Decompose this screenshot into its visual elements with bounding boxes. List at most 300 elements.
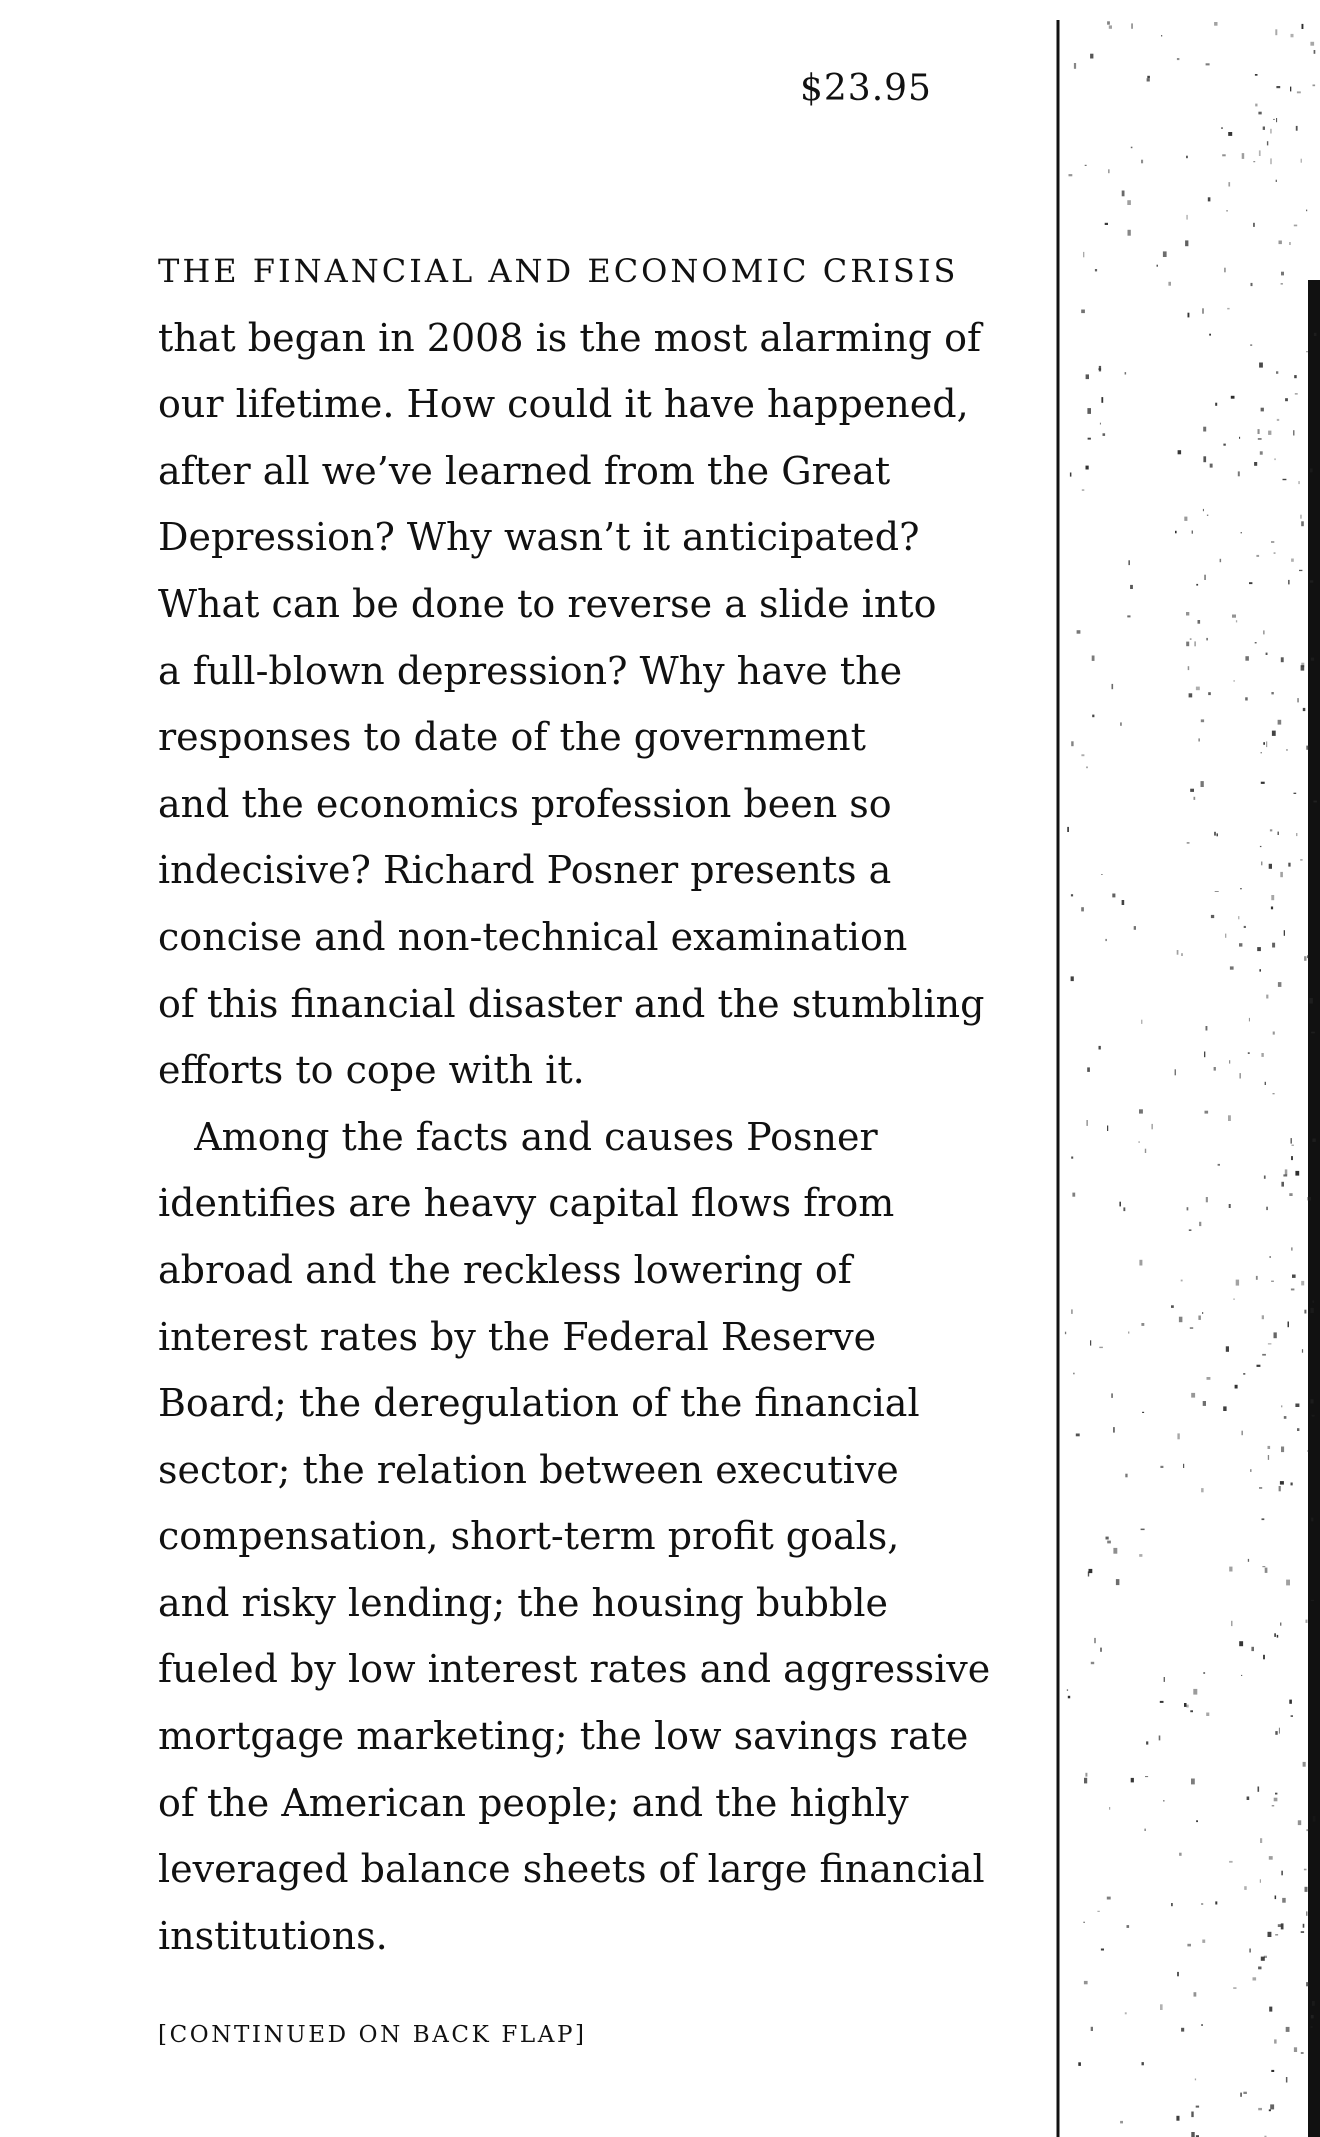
body-line: Board; the deregulation of the financial [158, 1381, 920, 1426]
speckle [1209, 334, 1211, 336]
speckle [1281, 1182, 1284, 1187]
speckle [1269, 2007, 1272, 2012]
spine-edge-decoration [1056, 20, 1320, 2137]
speckle [1215, 891, 1219, 892]
speckle [1297, 91, 1301, 93]
speckle [1201, 2024, 1203, 2026]
speckle [1199, 1222, 1201, 1226]
speckle [1267, 141, 1268, 145]
speckle [1306, 1911, 1308, 1915]
speckle [1145, 1776, 1148, 1777]
speckle [1279, 241, 1282, 245]
speckle [1187, 1944, 1191, 1947]
speckle [1090, 54, 1093, 59]
speckle [1313, 801, 1317, 803]
speckle [1314, 50, 1316, 54]
speckle [1314, 333, 1317, 336]
speckle [1239, 1073, 1241, 1078]
speckle [1273, 119, 1275, 120]
speckle [1185, 240, 1188, 246]
body-line: abroad and the reckless lowering of [158, 1247, 852, 1292]
speckle [1304, 956, 1306, 961]
speckle [1086, 374, 1089, 379]
speckle [1179, 1853, 1182, 1856]
speckle [1076, 1434, 1080, 1437]
price-label: $23.95 [800, 68, 932, 109]
speckle [1223, 444, 1225, 446]
speckle [1306, 1620, 1308, 1623]
speckle [1177, 950, 1179, 955]
speckle [1191, 2112, 1193, 2118]
speckle [1171, 1305, 1174, 1308]
speckle [1230, 966, 1234, 969]
speckle [1270, 2104, 1274, 2109]
speckle [1291, 1715, 1293, 1717]
speckle [1285, 398, 1288, 401]
speckle [1232, 615, 1236, 618]
speckle [1308, 1197, 1312, 1200]
speckle [1217, 833, 1218, 836]
speckle [1228, 182, 1230, 186]
speckle [1276, 371, 1278, 374]
speckle [1292, 1275, 1296, 1278]
speckle [1134, 926, 1136, 930]
speckle [1196, 1820, 1198, 1822]
speckle [1306, 351, 1308, 352]
speckle [1164, 1677, 1165, 1682]
speckle [1152, 1124, 1153, 1129]
speckle [1113, 1427, 1115, 1433]
speckle [1280, 1481, 1284, 1485]
speckle [1090, 1340, 1091, 1345]
spacer [158, 1969, 918, 2015]
speckle [1085, 165, 1087, 166]
body-line: concise and non-technical examination [158, 914, 908, 959]
speckle [1186, 1705, 1188, 1708]
speckle [1301, 521, 1304, 526]
speckle [1283, 479, 1287, 480]
speckle [1276, 118, 1277, 122]
speckle [1161, 35, 1162, 36]
speckle [1227, 308, 1229, 310]
speckle [1307, 955, 1309, 958]
speckle [1130, 585, 1133, 589]
speckle [1163, 1800, 1164, 1801]
speckle [1189, 693, 1193, 697]
speckle [1261, 1053, 1263, 1057]
speckle [1205, 1111, 1209, 1114]
speckle [1280, 872, 1283, 877]
speckle [1092, 656, 1095, 661]
speckle [1281, 1923, 1284, 1929]
speckle [1092, 715, 1094, 718]
speckle [1233, 680, 1235, 681]
speckle [1091, 2027, 1093, 2031]
speckle [1297, 698, 1299, 702]
speckle [1300, 859, 1302, 860]
speckle [1189, 1229, 1192, 1231]
speckle [1260, 1838, 1262, 1843]
speckle [1294, 225, 1297, 227]
speckle [1119, 1202, 1121, 1207]
speckle [1281, 1405, 1282, 1407]
speckle [1291, 34, 1294, 37]
speckle [1071, 741, 1073, 746]
speckle [1251, 1647, 1254, 1651]
speckle [1261, 408, 1264, 412]
speckle [1107, 1126, 1108, 1132]
speckle [1112, 684, 1114, 689]
body-line: leveraged balance sheets of large financial [158, 1847, 985, 1892]
speckle [1184, 517, 1187, 521]
speckle [1273, 1093, 1275, 1094]
speckle [1206, 1026, 1208, 1031]
speckle [1146, 1741, 1148, 1744]
body-line: of the American people; and the highly [158, 1780, 909, 1825]
speckle [1275, 1934, 1278, 1935]
speckle [1168, 282, 1171, 286]
speckle [1269, 864, 1272, 869]
speckle [1259, 150, 1261, 156]
speckle [1129, 560, 1130, 565]
speckle [1095, 1638, 1096, 1643]
speckle [1128, 230, 1131, 236]
speckle [1201, 1903, 1203, 1904]
speckle [1257, 1365, 1261, 1367]
speckle [1284, 930, 1285, 936]
speckle [1262, 1315, 1264, 1319]
speckle [1281, 1447, 1284, 1453]
speckle [1071, 976, 1074, 981]
speckle [1131, 1778, 1134, 1783]
speckle [1262, 1354, 1266, 1356]
speckle [1072, 1193, 1075, 1197]
speckle [1194, 1992, 1197, 1996]
speckle [1206, 1713, 1209, 1717]
speckle [1225, 934, 1226, 938]
speckle [1241, 532, 1242, 533]
speckle [1188, 313, 1190, 318]
speckle [1262, 1518, 1265, 1520]
speckle [1256, 1276, 1258, 1280]
speckle [1266, 995, 1268, 999]
speckle [1109, 1807, 1110, 1810]
speckle [1186, 642, 1189, 647]
speckle [1292, 1145, 1294, 1146]
speckle [1071, 1157, 1073, 1159]
body-line: that began in 2008 is the most alarming of [158, 315, 982, 360]
speckle [1291, 1247, 1293, 1250]
speckle [1125, 2012, 1127, 2014]
speckle [1294, 375, 1297, 378]
speckle [1116, 1579, 1120, 1585]
speckle [1120, 2121, 1123, 2124]
speckle [1145, 1149, 1146, 1153]
speckle [1195, 2079, 1196, 2081]
speckle [1279, 1728, 1280, 1734]
speckle [1266, 1207, 1267, 1210]
speckle [1171, 1903, 1173, 1906]
speckle [1231, 1621, 1233, 1626]
body-line: and risky lending; the housing bubble [158, 1580, 888, 1625]
speckle [1125, 1474, 1127, 1478]
speckle [1239, 1641, 1243, 1646]
body-line: responses to date of the government [158, 715, 866, 760]
speckle [1206, 1197, 1208, 1202]
speckle [1067, 827, 1069, 832]
speckle [1223, 1406, 1226, 1411]
speckle [1175, 1069, 1176, 1075]
speckle [1306, 1829, 1310, 1831]
speckle [1084, 1778, 1087, 1784]
speckle [1106, 939, 1107, 941]
speckle [1191, 2132, 1194, 2137]
speckle [1243, 1373, 1245, 1374]
speckle [1141, 1020, 1142, 1024]
speckle [1263, 127, 1265, 130]
speckle [1258, 1787, 1260, 1792]
speckle [1087, 1120, 1088, 1126]
speckle [1301, 1931, 1304, 1933]
speckle [1312, 2001, 1315, 2006]
speckle [1241, 1675, 1242, 1676]
speckle [1091, 1662, 1094, 1664]
speckle [1077, 630, 1081, 634]
speckle [1127, 1925, 1130, 1928]
speckle [1191, 1393, 1195, 1398]
speckle [1277, 1635, 1279, 1638]
speckle [1244, 926, 1246, 928]
speckle [1304, 1310, 1306, 1314]
speckle [1311, 1032, 1315, 1034]
speckle [1095, 269, 1097, 271]
speckle [1260, 846, 1262, 847]
speckle [1275, 1896, 1277, 1900]
speckle [1276, 180, 1277, 182]
speckle [1275, 1793, 1277, 1795]
speckle [1310, 1308, 1314, 1313]
speckle [1226, 210, 1228, 211]
speckle [1279, 1486, 1281, 1491]
speckle [1236, 1280, 1239, 1286]
speckle [1247, 1797, 1250, 1801]
speckle [1291, 1289, 1295, 1291]
speckle [1108, 169, 1109, 173]
speckle [1201, 1488, 1204, 1492]
speckle [1301, 665, 1305, 670]
speckle [1278, 982, 1282, 987]
speckle [1286, 2027, 1290, 2032]
body-line: a full-blown depression? Why have the [158, 648, 903, 693]
continued-note: [CONTINUED ON BACK FLAP] [158, 2022, 587, 2049]
speckle [1240, 2093, 1241, 2097]
speckle [1147, 76, 1150, 78]
speckle [1239, 943, 1242, 946]
speckle [1099, 366, 1101, 372]
speckle [1073, 1373, 1075, 1375]
speckle [1233, 1988, 1236, 1989]
speckle [1272, 943, 1275, 948]
speckle [1265, 1568, 1268, 1573]
speckle [1293, 430, 1295, 435]
speckle [1240, 888, 1242, 889]
speckle [1253, 223, 1255, 227]
speckle [1107, 1541, 1111, 1544]
speckle [1139, 1141, 1140, 1142]
speckle [1309, 998, 1313, 1004]
speckle [1107, 1897, 1111, 1900]
speckle [1261, 752, 1262, 753]
body-line: mortgage marketing; the low savings rate [158, 1714, 969, 1759]
speckle [1289, 1193, 1292, 1196]
speckle [1176, 2116, 1179, 2121]
speckle [1203, 427, 1206, 432]
speckle [1235, 1385, 1238, 1389]
speckle [1311, 2015, 1314, 2018]
body-line: our lifetime. How could it have happened, [158, 382, 969, 427]
body-line: efforts to cope with it. [158, 1048, 585, 1093]
speckle [1280, 1623, 1281, 1626]
speckle [1122, 900, 1125, 905]
speckle [1254, 462, 1257, 466]
speckle [1190, 638, 1192, 640]
speckle [1274, 2039, 1277, 2043]
speckle [1187, 1207, 1189, 1210]
body-line: Among the facts and causes Posner [158, 1114, 878, 1159]
speckle [1181, 953, 1182, 956]
speckle [1273, 1032, 1275, 1035]
speckle [1274, 1332, 1277, 1338]
speckle [1296, 833, 1297, 836]
speckle [1221, 127, 1222, 129]
speckle [1112, 894, 1115, 898]
body-line: fueled by low interest rates and aggressive [158, 1647, 991, 1692]
speckle [1250, 1469, 1251, 1472]
speckle [1278, 720, 1282, 725]
speckle [1211, 915, 1214, 918]
speckle [1271, 895, 1274, 900]
speckle [1310, 42, 1314, 46]
speckle [1301, 2052, 1304, 2054]
speckle [1107, 21, 1110, 24]
speckle [1310, 1399, 1313, 1403]
speckle [1277, 419, 1279, 421]
speckle [1238, 916, 1239, 919]
speckle [1194, 641, 1195, 646]
speckle [1187, 842, 1190, 843]
speckle [1215, 403, 1217, 406]
speckle [1312, 1301, 1314, 1303]
speckle [1186, 156, 1188, 159]
speckle [1086, 767, 1087, 769]
speckle [1295, 393, 1298, 395]
speckle [1259, 363, 1263, 368]
speckle [1268, 431, 1271, 435]
speckle [1266, 653, 1268, 655]
speckle [1288, 1322, 1290, 1328]
speckle [1141, 1529, 1145, 1531]
speckle [1268, 1343, 1272, 1344]
speckle [1303, 1924, 1305, 1928]
speckle [1204, 1052, 1205, 1058]
speckle [1089, 1569, 1093, 1573]
speckle [1278, 1924, 1281, 1927]
right-edge-band [1308, 280, 1320, 2137]
speckle [1190, 789, 1194, 792]
speckle [1297, 1428, 1299, 1431]
speckle [1266, 741, 1267, 747]
speckle [1249, 1018, 1250, 1022]
speckle [1251, 283, 1253, 286]
speckle [1224, 268, 1225, 273]
speckle [1258, 1967, 1261, 1970]
speckle [1283, 1174, 1287, 1176]
speckle [1193, 1689, 1197, 1695]
speckle [1128, 1332, 1129, 1334]
body-line: compensation, short-term profit goals, [158, 1514, 900, 1559]
speckle [1196, 687, 1200, 691]
speckle [1179, 1317, 1183, 1323]
speckle [1298, 1820, 1301, 1825]
speckle [1294, 2047, 1297, 2052]
speckle [1215, 1901, 1217, 1904]
speckle [1202, 1312, 1203, 1314]
speckle [1222, 154, 1226, 156]
speckle [1177, 1972, 1179, 1976]
speckle [1281, 1871, 1282, 1876]
speckle [1157, 265, 1159, 267]
speckle [1304, 1869, 1307, 1871]
speckle [1306, 210, 1307, 212]
speckle [1099, 1347, 1103, 1348]
speckle [1131, 23, 1133, 28]
speckle [1082, 490, 1085, 491]
speckle [1311, 1600, 1314, 1601]
speckle [1229, 1060, 1230, 1063]
body-line: after all we’ve learned from the Great [158, 448, 891, 493]
speckle [1071, 1309, 1073, 1314]
body-line: sector; the relation between executive [158, 1447, 899, 1492]
speckle [1291, 1156, 1293, 1160]
speckle [1259, 1487, 1262, 1489]
speckle [1253, 161, 1255, 162]
speckle [1081, 754, 1084, 756]
speckle [1270, 1256, 1271, 1258]
speckle [1301, 159, 1302, 163]
speckle [1263, 1655, 1265, 1660]
speckle [1120, 722, 1121, 725]
speckle [1198, 1316, 1201, 1320]
speckle [1308, 1450, 1310, 1452]
speckle [1123, 1207, 1125, 1211]
speckle [1214, 1067, 1216, 1071]
speckle [1302, 1349, 1303, 1353]
speckle [1249, 1949, 1251, 1953]
speckle [1198, 738, 1200, 741]
speckle [1284, 1416, 1287, 1419]
speckle [1312, 1415, 1315, 1417]
speckle [1274, 552, 1276, 554]
speckle [1255, 104, 1257, 107]
speckle [1229, 1861, 1233, 1863]
speckle [1275, 29, 1277, 35]
speckle [1160, 2004, 1163, 2010]
speckle [1281, 283, 1283, 284]
speckle [1125, 372, 1127, 374]
speckle [1286, 749, 1288, 750]
speckle [1231, 396, 1235, 399]
speckle [1203, 1672, 1205, 1674]
